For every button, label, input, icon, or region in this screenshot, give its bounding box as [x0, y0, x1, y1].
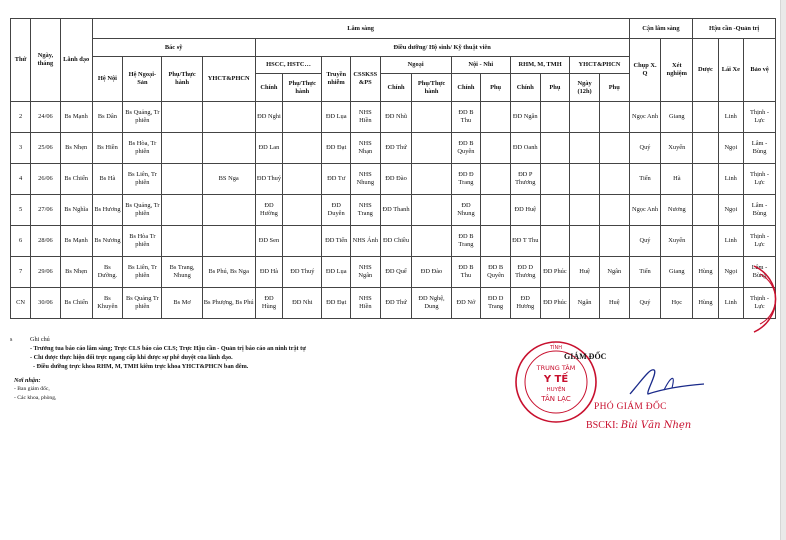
cell-yhct-bs [202, 226, 255, 257]
cell-yhct-bs [202, 195, 255, 226]
cell-ngay: 30/06 [31, 288, 61, 319]
recipient-2: - Các khoa, phòng, [14, 394, 57, 401]
cell-baove: Thịnh - Lực [744, 288, 776, 319]
cell-noi-phu: ĐD B Quyên [481, 257, 511, 288]
cell-baove: Thịnh - Lực [744, 226, 776, 257]
col-surgery-obstetrics: Hệ Ngoại-Sản [123, 57, 162, 102]
cell-he-noi: Bs Nương [92, 226, 123, 257]
cell-laixe: Ngọi [718, 195, 743, 226]
cell-phu-th: Bs Trang, Nhung [162, 257, 202, 288]
col-leader: Lãnh đạo [60, 19, 92, 102]
col-hscc-assist: Phụ/Thực hành [283, 74, 322, 102]
group-internal-pediatrics: Nội - Nhi [451, 57, 510, 74]
col-yhct-day: Ngày (12h) [570, 74, 600, 102]
cell-baove: Thịnh - Lực [744, 102, 776, 133]
cell-ngoai-chinh: ĐD Thanh [380, 195, 412, 226]
cell-baove: Thịnh - Lực [744, 164, 776, 195]
cell-hscc-phu [283, 102, 322, 133]
stamp-text-1: TRUNG TÂM [536, 364, 576, 372]
cell-ngay: 28/06 [31, 226, 61, 257]
cell-baove: Lâm - Bùng [744, 133, 776, 164]
table-row [11, 195, 776, 226]
cell-xn: Học [661, 288, 693, 319]
cell-ngoai-chinh: ĐD Thứ [380, 133, 412, 164]
duty-schedule-table [10, 18, 776, 319]
cell-thu: 5 [11, 195, 31, 226]
cell-lanh-dao: Bs Nghĩa [60, 195, 92, 226]
cell-xn: Xuyến [661, 226, 693, 257]
cell-lanh-dao: Bs Chiến [60, 288, 92, 319]
cell-rhm-phu [540, 133, 570, 164]
cell-truyen: ĐD Duyên [322, 195, 351, 226]
cell-hscc-chinh: ĐD Hà [255, 257, 283, 288]
col-thu: Thứ [11, 19, 31, 102]
cell-he-noi: Bs Hương [92, 195, 123, 226]
cell-rhm-phu: ĐD Phúc [540, 257, 570, 288]
col-hscc-main: Chính [255, 74, 283, 102]
cell-laixe: Linh [718, 164, 743, 195]
cell-hscc-phu: ĐD Thuý [283, 257, 322, 288]
cell-ngoai-chinh: ĐD Nhũ [380, 102, 412, 133]
cell-rhm-chinh: ĐD P Thương [510, 164, 540, 195]
table-row [11, 102, 776, 133]
cell-yhct-ngay: Huệ [570, 257, 600, 288]
cell-truyen: ĐD Lụa [322, 257, 351, 288]
cell-hscc-chinh: ĐD Lan [255, 133, 283, 164]
note-line-2: - Chỉ được thực hiện đổi trực ngang cấp khi được sự phê duyệt của lãnh đạo. [30, 353, 233, 361]
stamp-text-2: Y TẾ [543, 374, 569, 385]
cell-xq: Quý [629, 288, 661, 319]
cell-phu-th [162, 226, 202, 257]
cell-csskss: NHS Hiền [351, 102, 381, 133]
cell-noi-chinh: ĐD Nhung [451, 195, 481, 226]
cell-noi-chinh: ĐD B Quyên [451, 133, 481, 164]
cell-yhct-phu [599, 226, 629, 257]
cell-laixe: Ngọi [718, 133, 743, 164]
col-internal: Hệ Nội [92, 57, 123, 102]
cell-yhct-bs: BS Nga [202, 164, 255, 195]
col-surgery-assist: Phụ/Thực hành [412, 74, 451, 102]
table-row [11, 164, 776, 195]
cell-yhct-phu [599, 195, 629, 226]
col-driver: Lái Xe [718, 39, 743, 102]
cell-csskss: NHS Trang [351, 195, 381, 226]
cell-xq: Ngọc Anh [629, 195, 661, 226]
cell-ngoai-phu: ĐD Nghệ, Dung [412, 288, 451, 319]
cell-ngoai-chinh: ĐD Chiều [380, 226, 412, 257]
signer-prefix: BSCKI: [586, 420, 619, 431]
cell-xq: Ngọc Anh [629, 102, 661, 133]
cell-rhm-phu [540, 102, 570, 133]
cell-noi-phu [481, 133, 511, 164]
cell-rhm-phu [540, 226, 570, 257]
cell-he-noi: Bs Khuyên [92, 288, 123, 319]
cell-rhm-chinh: ĐD Hương [510, 288, 540, 319]
cell-yhct-ngay [570, 226, 600, 257]
cell-thu: 7 [11, 257, 31, 288]
cell-thu: 3 [11, 133, 31, 164]
cell-ngay: 25/06 [31, 133, 61, 164]
cell-xq: Quý [629, 226, 661, 257]
cell-hscc-chinh: ĐD Hường [255, 195, 283, 226]
cell-thu: 6 [11, 226, 31, 257]
cell-xq: Quý [629, 133, 661, 164]
cell-rhm-chinh: ĐD T Thu [510, 226, 540, 257]
group-hscc: HSCC, HSTC… [255, 57, 322, 74]
cell-phu-th [162, 195, 202, 226]
cell-baove: Lâm - Bùng [744, 195, 776, 226]
group-yhct-nurse: YHCT&PHCN [570, 57, 629, 74]
cell-yhct-phu: Huệ [599, 288, 629, 319]
group-paraclinical: Cận lâm sàng [629, 19, 693, 39]
table-row [11, 226, 776, 257]
cell-noi-chinh: ĐD B Trang [451, 226, 481, 257]
cell-he-noi: Bs Hiền [92, 133, 123, 164]
note-line-1: - Trưởng tua báo cáo lâm sàng; Trực CLS báo cáo CLS; Trực Hậu cần - Quản trị báo cáo an ninh trật tự [30, 344, 306, 352]
cell-noi-phu [481, 164, 511, 195]
cell-ngay: 29/06 [31, 257, 61, 288]
cell-hscc-chinh: ĐD Hùng [255, 288, 283, 319]
handwritten-signature [620, 360, 710, 400]
notes-title: Ghi chú [30, 336, 50, 343]
col-lab: Xét nghiệm [661, 39, 693, 102]
signature-block [480, 340, 740, 450]
cell-xn: Giang [661, 102, 693, 133]
cell-yhct-bs: Bs Phú, Bs Nga [202, 257, 255, 288]
cell-lanh-dao: Bs Mạnh [60, 226, 92, 257]
signer-name-line [586, 420, 691, 431]
cell-yhct-phu [599, 164, 629, 195]
cell-rhm-phu [540, 195, 570, 226]
col-rhm-assist: Phụ [540, 74, 570, 102]
cell-thu: 2 [11, 102, 31, 133]
table-row [11, 288, 776, 319]
cell-ngoai-phu [412, 226, 451, 257]
col-security: Bảo vệ [744, 39, 776, 102]
deputy-director-title: PHÓ GIÁM ĐỐC [594, 402, 667, 412]
cell-ngoai-phu [412, 133, 451, 164]
cell-ngoai-phu [412, 164, 451, 195]
cell-he-ngoai: Bs Liên, Tr phiên [123, 164, 162, 195]
group-rhm: RHM, M, TMH [510, 57, 569, 74]
cell-lanh-dao: Bs Mạnh [60, 102, 92, 133]
cell-laixe: Linh [718, 226, 743, 257]
cell-laixe: Linh [718, 102, 743, 133]
cell-hscc-chinh: ĐD Thuý [255, 164, 283, 195]
cell-hscc-chinh: ĐD Sen [255, 226, 283, 257]
cell-hscc-phu [283, 164, 322, 195]
cell-rhm-chinh: ĐD Oanh [510, 133, 540, 164]
edge-seal-mark [752, 262, 782, 336]
cell-noi-chinh: ĐD Nở [451, 288, 481, 319]
cell-yhct-ngay [570, 195, 600, 226]
cell-he-ngoai: Bs Quảng Tr phiên [123, 288, 162, 319]
cell-phu-th: Bs Mơ [162, 288, 202, 319]
cell-phu-th [162, 102, 202, 133]
cell-noi-phu: ĐD D Trang [481, 288, 511, 319]
cell-thu: CN [11, 288, 31, 319]
cell-baove: Lâm - Bùng [744, 257, 776, 288]
group-doctors: Bác sỹ [92, 39, 255, 57]
stamp-text-3: HUYỆN [546, 387, 566, 393]
col-yhct-doctor: YHCT&PHCN [202, 57, 255, 102]
cell-hscc-phu: ĐD Nhi [283, 288, 322, 319]
cell-hscc-phu [283, 133, 322, 164]
cell-noi-chinh: ĐD B Thu [451, 257, 481, 288]
cell-he-ngoai: Bs Quảng, Tr phiên [123, 195, 162, 226]
notes-mark: s [10, 336, 13, 343]
cell-truyen: ĐD Tiến [322, 226, 351, 257]
cell-rhm-phu [540, 164, 570, 195]
notes-block [10, 336, 510, 372]
cell-yhct-ngay [570, 164, 600, 195]
cell-phu-th [162, 164, 202, 195]
cell-ngoai-chinh: ĐD Đào [380, 164, 412, 195]
director-title: GIÁM ĐỐC [564, 352, 607, 361]
stamp-text-top: TỈNH [549, 345, 563, 351]
cell-duoc [693, 102, 718, 133]
cell-yhct-ngay [570, 102, 600, 133]
recipients-label: Nơi nhận: [14, 377, 41, 384]
cell-noi-phu [481, 226, 511, 257]
group-surgery: Ngoại [380, 57, 451, 74]
cell-xn: Xuyến [661, 133, 693, 164]
cell-ngoai-phu [412, 195, 451, 226]
col-pharmacy: Dược [693, 39, 718, 102]
cell-lanh-dao: Bs Nhẹn [60, 133, 92, 164]
cell-he-noi: Bs Hà [92, 164, 123, 195]
cell-noi-chinh: ĐD Đ Trang [451, 164, 481, 195]
cell-yhct-ngay [570, 133, 600, 164]
cell-rhm-phu: ĐD Phúc [540, 288, 570, 319]
col-rhm-main: Chính [510, 74, 540, 102]
cell-ngay: 27/06 [31, 195, 61, 226]
cell-duoc [693, 133, 718, 164]
cell-xn: Hà [661, 164, 693, 195]
col-xray: Chụp X. Q [629, 39, 661, 102]
cell-xn: Giang [661, 257, 693, 288]
cell-lanh-dao: Bs Chiến [60, 164, 92, 195]
cell-truyen: ĐD Tư [322, 164, 351, 195]
cell-yhct-phu [599, 133, 629, 164]
cell-ngay: 26/06 [31, 164, 61, 195]
recipients-block [14, 376, 56, 402]
col-internal-main: Chính [451, 74, 481, 102]
cell-hscc-chinh: ĐD Nghi [255, 102, 283, 133]
stamp-text-4: TÂN LẠC [541, 395, 571, 403]
cell-duoc [693, 195, 718, 226]
cell-truyen: ĐD Đạt [322, 133, 351, 164]
cell-ngoai-chinh: ĐD Thứ [380, 288, 412, 319]
col-csskss: CSSKSS &PS [351, 57, 381, 102]
schedule-body [11, 102, 776, 319]
recipient-1: - Ban giám đốc, [14, 386, 50, 393]
cell-rhm-chinh: ĐD D Thương [510, 257, 540, 288]
cell-truyen: ĐD Đạt [322, 288, 351, 319]
cell-lanh-dao: Bs Nhẹn [60, 257, 92, 288]
cell-duoc: Hùng [693, 288, 718, 319]
cell-hscc-phu [283, 195, 322, 226]
page-edge [780, 0, 786, 540]
cell-xq: Tiến [629, 257, 661, 288]
cell-hscc-phu [283, 226, 322, 257]
group-logistics: Hậu cần -Quản trị [693, 19, 776, 39]
cell-xq: Tiến [629, 164, 661, 195]
col-assistant: Phụ/Thực hành [162, 57, 202, 102]
col-date: Ngày, tháng [31, 19, 61, 102]
cell-duoc [693, 226, 718, 257]
cell-phu-th [162, 133, 202, 164]
cell-yhct-bs: Bs Phượng, Bs Phú [202, 288, 255, 319]
cell-noi-phu [481, 102, 511, 133]
col-internal-assist: Phụ [481, 74, 511, 102]
cell-csskss: NHS Nhung [351, 164, 381, 195]
cell-he-noi: Bs Dường. [92, 257, 123, 288]
cell-ngoai-phu [412, 102, 451, 133]
group-nurses: Điều dưỡng/ Hộ sinh/ Kỹ thuật viên [255, 39, 629, 57]
table-row [11, 133, 776, 164]
cell-he-ngoai: Bs Liên, Tr phiên [123, 257, 162, 288]
cell-rhm-chinh: ĐD Huệ [510, 195, 540, 226]
cell-he-ngoai: Bs Quảng, Tr phiên [123, 102, 162, 133]
cell-laixe: Ngọi [718, 257, 743, 288]
cell-csskss: NHS Ánh [351, 226, 381, 257]
cell-truyen: ĐD Lụa [322, 102, 351, 133]
col-surgery-main: Chính [380, 74, 412, 102]
cell-ngoai-phu: ĐD Đào [412, 257, 451, 288]
cell-noi-chinh: ĐD B Thu [451, 102, 481, 133]
table-row [11, 257, 776, 288]
cell-he-noi: Bs Dân [92, 102, 123, 133]
cell-csskss: NHS Hiền [351, 288, 381, 319]
cell-yhct-phu: Ngân [599, 257, 629, 288]
signer-name: Bùi Văn Nhẹn [620, 420, 692, 431]
cell-yhct-phu [599, 102, 629, 133]
cell-thu: 4 [11, 164, 31, 195]
cell-csskss: NHS Nhạn [351, 133, 381, 164]
cell-yhct-bs [202, 133, 255, 164]
cell-he-ngoai: Bs Hòa, Tr phiên [123, 133, 162, 164]
cell-ngoai-chinh: ĐD Quế [380, 257, 412, 288]
col-yhct-assist: Phụ [599, 74, 629, 102]
cell-noi-phu [481, 195, 511, 226]
cell-csskss: NHS Ngân [351, 257, 381, 288]
cell-yhct-bs [202, 102, 255, 133]
group-clinical: Lâm sàng [92, 19, 629, 39]
cell-yhct-ngay: Ngân [570, 288, 600, 319]
cell-duoc: Hùng [693, 257, 718, 288]
cell-xn: Nương [661, 195, 693, 226]
cell-he-ngoai: Bs Hòa Tr phiên [123, 226, 162, 257]
cell-duoc [693, 164, 718, 195]
cell-laixe: Linh [718, 288, 743, 319]
cell-rhm-chinh: ĐD Ngân [510, 102, 540, 133]
note-line-3: - Điều dưỡng trực khoa RHM, M, TMH kiêm trực khoa YHCT&PHCN ban đêm. [33, 362, 249, 370]
cell-ngay: 24/06 [31, 102, 61, 133]
col-infectious: Truyền nhiễm [322, 57, 351, 102]
